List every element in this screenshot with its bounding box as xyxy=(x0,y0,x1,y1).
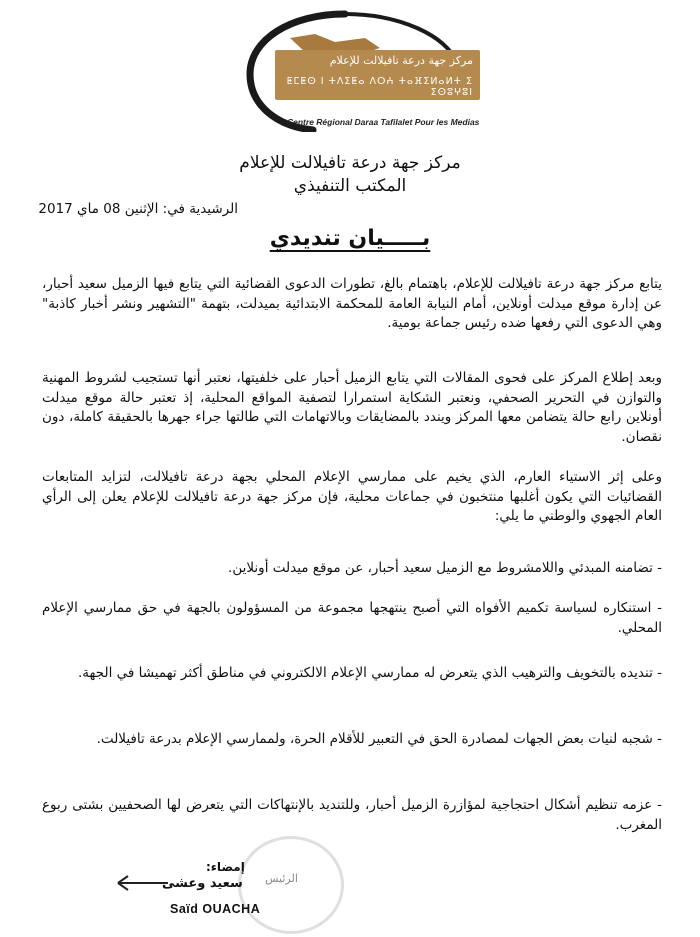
signatory-name-latin: Saïd OUACHA xyxy=(170,902,261,916)
signature-flourish-icon xyxy=(110,868,170,898)
signature-block xyxy=(110,836,345,932)
logo-french-text: Centre Régional Daraa Tafilalet Pour les Medias xyxy=(287,117,480,127)
list-item: - عزمه تنظيم أشكال احتجاجية لمؤازرة الزميل أحبار، وللتنديد بالإنتهاكات التي يتعرض لها الصحفيين بشتى ربوع المغرب. xyxy=(42,797,662,833)
paragraph-context: وبعد إطلاع المركز على فحوى المقالات التي يتابع الزميل أحبار على خلفيتها، نعتبر أنها تستجيب لشروط المهنية والتوازن في التحرير الصحفي، ونعتبر الشكاية استمرارا لتصفية المواقع المحلية، إذ تعتبر حالة موقع ميدلت أونلاين رابع حالة يتضامن معها المركز ويندد بالمضايقات وبالاتهامات التي طالتها جراء جهرها بالحقيقة كاملة، دون نقصان. xyxy=(42,370,662,445)
logo-tifinagh-text: ⵟⵎⵟⵙ ⵏ ⵜⴷⵉⵟⴰ ⴷⵔⵄ ⵜⴰⴼⵉⵍⴰⵍⵜ ⵉ ⵉⵙⵓⵖⵓⵏ xyxy=(286,76,473,98)
stamp-label: الرئيس xyxy=(265,872,298,885)
title-text: بـــــيان تنديدي xyxy=(269,226,431,251)
logo-arabic-text: مركز جهة درعة تافيلالت للإعلام xyxy=(329,54,473,67)
paragraph-announcement: وعلى إثر الاستياء العارم، الذي يخيم على ممارسي الإعلام المحلي بجهة درعة تافيلالت، لتزايد المتابعات القضائيات التي يكون أغلبها منتخبون في جماعات محلية، فإن مركز جهة درعة تافيلالت للإعلام يعلن إلى الرأي العام الجهوي والوطني ما يلي: xyxy=(42,469,662,525)
document-title xyxy=(0,226,700,251)
org-name: مركز جهة درعة تافيلالت للإعلام xyxy=(239,153,461,173)
office-name: المكتب التنفيذي xyxy=(293,176,407,196)
signature-label: إمضاء: xyxy=(206,860,245,874)
list-item: - تنديده بالتخويف والترهيب الذي يتعرض له ممارسي الإعلام الالكتروني في مناطق أكثر تهميشا في الجهة. xyxy=(78,665,662,681)
list-item: - شجبه لنيات بعض الجهات لمصادرة الحق في التعبير للأقلام الحرة، ولممارسي الإعلام بدرعة تافيلالت. xyxy=(96,731,662,747)
list-item: - تضامنه المبدئي واللامشروط مع الزميل سعيد أحبار، عن موقع ميدلت أونلاين. xyxy=(228,560,662,576)
center-logo xyxy=(195,8,505,132)
list-item: - استنكاره لسياسة تكميم الأفواه التي أصبح ينتهجها مجموعة من المسؤولون بالجهة في حق ممارسي الإعلام المحلي. xyxy=(42,600,662,636)
signatory-name-arabic: سعيد وعشى xyxy=(162,876,243,891)
paragraph-intro: يتابع مركز جهة درعة تافيلالت للإعلام، باهتمام بالغ، تطورات الدعوى القضائية التي يتابع فيها الزميل سعيد أحبار، عن إدارة موقع ميدلت أونلاين، أمام النيابة العامة للمحكمة الابتدائية بميدلت، بتهمة "التشهير ونشر أخبار كاذبة" وهي الدعوى التي رفعها ضده رئيس جماعة بومية. xyxy=(42,276,662,332)
official-stamp xyxy=(238,836,344,934)
issue-date: الرشيدية في: الإثنين 08 ماي 2017 xyxy=(38,201,238,217)
